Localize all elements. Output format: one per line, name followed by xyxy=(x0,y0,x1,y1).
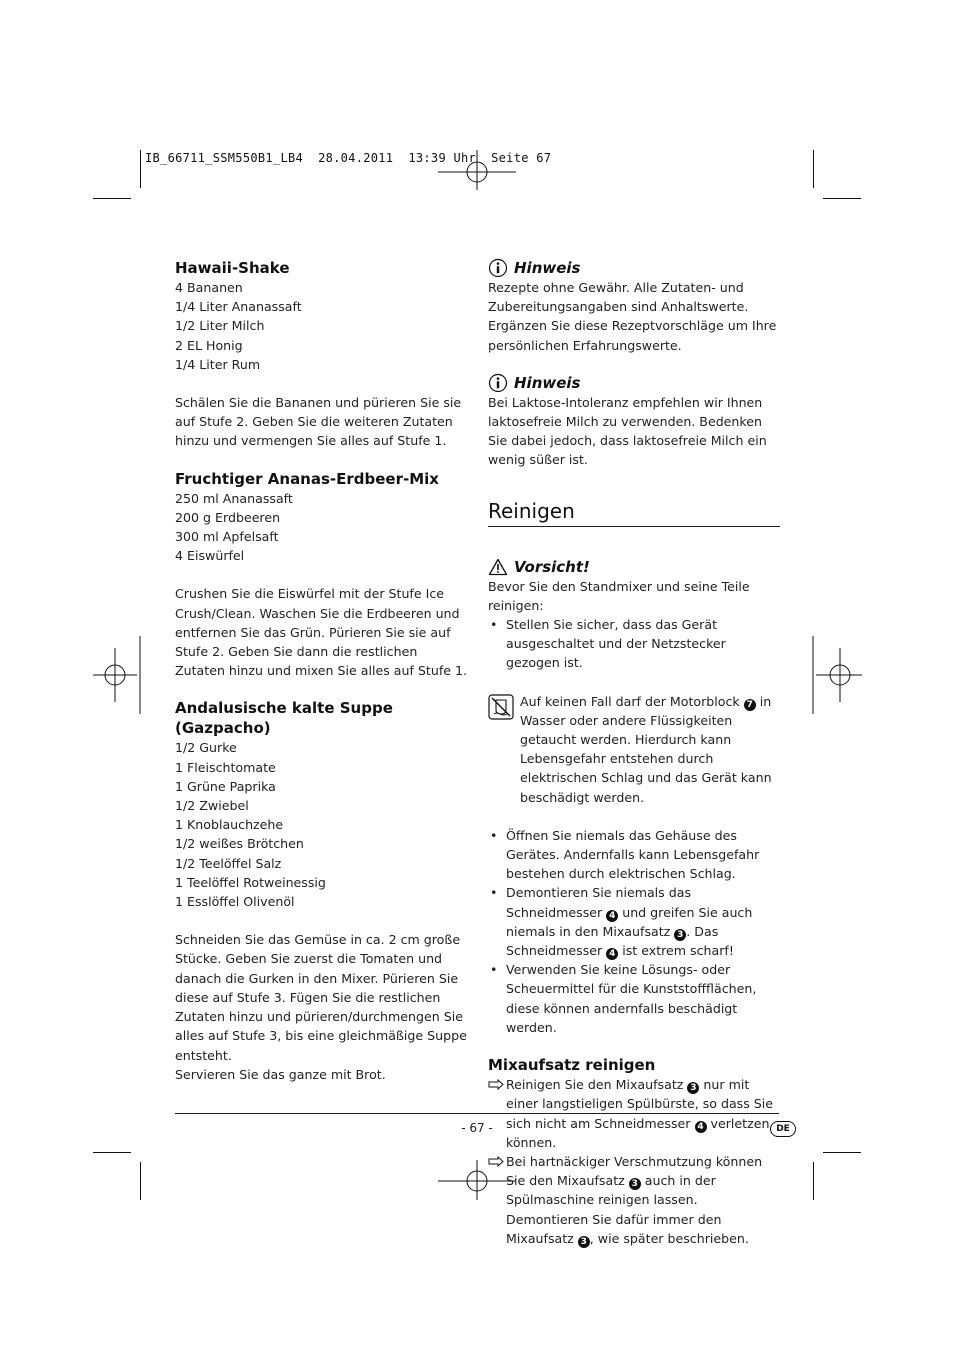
recipe-instructions: Schneiden Sie das Gemüse in ca. 2 cm große Stücke. Geben Sie zuerst die Tomaten und danach die Gurken in den Mixer. Pürieren Sie diese auf Stufe 3. Fügen Sie die restlichen Zutaten hinzu und pürieren/durchmengen Sie alles auf Stufe 3, bis eine gleichmäßige Suppe entsteht. xyxy=(175,932,467,1063)
registration-mark-icon xyxy=(93,636,143,716)
hint-text: Bei Laktose-Intoleranz empfehlen wir Ihnen laktosefreie Milch zu verwenden. Bedenken Sie dabei jedoch, dass laktosefreie Milch ein wenig süßer ist. xyxy=(488,394,767,468)
crop-mark xyxy=(823,1152,861,1153)
hint-heading xyxy=(488,373,780,393)
right-column xyxy=(488,258,780,1248)
subsection-title: Mixaufsatz reinigen xyxy=(488,1056,656,1075)
part-number-badge: 3 xyxy=(629,1178,641,1190)
ingredient: 1/4 Liter Rum xyxy=(175,356,261,372)
hint-title: Hinweis xyxy=(514,373,581,392)
text-part: , wie später beschrieben. xyxy=(589,1230,749,1246)
info-icon xyxy=(488,258,508,278)
list-item xyxy=(488,883,780,960)
crop-mark xyxy=(140,150,141,188)
ingredient: 4 Eiswürfel xyxy=(175,548,245,564)
text-part: und greifen Sie auch niemals in den Mixaufsatz xyxy=(506,904,753,939)
text-part: Reinigen Sie den Mixaufsatz xyxy=(506,1077,684,1093)
info-icon xyxy=(488,373,508,393)
crop-mark xyxy=(93,1152,131,1153)
no-water-warning xyxy=(488,692,780,807)
text-part: . Das Schneidmesser xyxy=(506,923,719,959)
crop-mark xyxy=(813,150,814,188)
part-number-badge: 4 xyxy=(606,948,618,960)
ingredient: 200 g Erdbeeren xyxy=(175,509,281,525)
part-number-badge: 3 xyxy=(578,1236,590,1248)
caution-list xyxy=(488,615,780,673)
text-part: verletzen können. xyxy=(506,1115,770,1150)
ingredient: 300 ml Apfelsaft xyxy=(175,529,279,545)
safety-list xyxy=(488,826,780,1037)
crop-mark xyxy=(140,1162,141,1200)
arrow-right-icon xyxy=(488,1156,504,1167)
ingredient: 1 Teelöffel Rotweinessig xyxy=(175,874,326,890)
ingredient: 1/2 Liter Milch xyxy=(175,318,265,334)
warning-text-part: Auf keinen Fall darf der Motorblock xyxy=(520,693,740,709)
caution-title: Vorsicht! xyxy=(514,557,590,576)
text-part: ist extrem scharf! xyxy=(622,943,734,959)
recipe-title: Hawaii-Shake xyxy=(175,259,290,277)
ingredient: 1 Fleischtomate xyxy=(175,759,276,775)
ingredient: 250 ml Ananassaft xyxy=(175,490,293,506)
ingredient: 1/4 Liter Ananassaft xyxy=(175,299,302,315)
recipe-title: Andalusische kalte Suppe (Gazpacho) xyxy=(175,699,393,738)
print-header: IB_66711_SSM550B1_LB4 28.04.2011 13:39 Uhr Seite 67 xyxy=(145,151,552,165)
ingredient: 2 EL Honig xyxy=(175,337,243,353)
text-part: Demontieren Sie niemals das Schneidmesser xyxy=(506,885,692,920)
part-number-badge: 3 xyxy=(687,1082,699,1094)
recipe-serve-note: Servieren Sie das ganze mit Brot. xyxy=(175,1066,386,1082)
caution-heading xyxy=(488,557,780,577)
no-immersion-icon xyxy=(488,694,514,720)
ingredient: 1/2 Zwiebel xyxy=(175,798,249,814)
ingredient: 1/2 Teelöffel Salz xyxy=(175,855,282,871)
registration-mark-icon xyxy=(438,150,518,200)
ingredient-list xyxy=(175,278,470,374)
list-item: • Verwenden Sie keine Lösungs- oder Scheuermittel für die Kunststoffflächen, diese können andernfalls beschädigt werden. xyxy=(488,960,780,1037)
ingredient-list xyxy=(175,738,470,911)
part-number-badge: 4 xyxy=(606,910,618,922)
text-part: nur mit einer langstieligen Spülbürste, so dass Sie sich nicht am Schneidmesser xyxy=(506,1077,774,1131)
cleaning-steps xyxy=(488,1075,780,1248)
hint-title: Hinweis xyxy=(514,259,581,277)
warning-icon xyxy=(488,558,508,576)
ingredient: 1 Esslöffel Olivenöl xyxy=(175,894,295,910)
recipe-instructions: Schälen Sie die Bananen und pürieren Sie sie auf Stufe 2. Geben Sie die weiteren Zutaten hinzu und vermengen Sie alles auf Stufe 1. xyxy=(175,395,462,449)
arrow-right-icon xyxy=(488,1079,504,1090)
text-part: Bei hartnäckiger Verschmutzung können Sie den Mixaufsatz xyxy=(506,1153,763,1189)
hint-heading xyxy=(488,258,780,278)
left-column xyxy=(175,258,470,1084)
recipe-instructions: Crushen Sie die Eiswürfel mit der Stufe Ice Crush/Clean. Waschen Sie die Erdbeeren und entfernen Sie das Grün. Pürieren Sie sie auf Stufe 2. Geben Sie dann die restlichen Zutaten hinzu und mixen Sie alles auf Stufe 1. xyxy=(175,586,468,679)
ingredient: 1/2 weißes Brötchen xyxy=(175,836,304,852)
ingredient: 4 Bananen xyxy=(175,280,243,295)
step-item xyxy=(488,1152,780,1248)
part-number-badge: 4 xyxy=(695,1121,707,1133)
crop-mark xyxy=(813,1162,814,1200)
section-title: Reinigen xyxy=(488,498,780,527)
warning-text-part: in Wasser oder andere Flüssigkeiten getaucht werden. Hierdurch kann Lebensgefahr entstehen durch elektrischen Schlag und das Gerät kann beschädigt werden. xyxy=(520,693,772,805)
caution-intro: Bevor Sie den Standmixer und seine Teile reinigen: xyxy=(488,578,750,613)
language-badge: DE xyxy=(770,1121,796,1137)
ingredient: 1 Grüne Paprika xyxy=(175,778,276,794)
list-item: • Öffnen Sie niemals das Gehäuse des Gerätes. Andernfalls kann Lebensgefahr bestehen durch elektrischen Schlag. xyxy=(488,826,780,884)
page-number: - 67 - xyxy=(461,1121,493,1135)
ingredient-list xyxy=(175,489,470,566)
part-number-badge: 7 xyxy=(744,699,756,711)
ingredient: 1 Knoblauchzehe xyxy=(175,817,284,833)
text-part: auch in der Spülmaschine reinigen lassen. Demontieren Sie dafür immer den Mixaufsatz xyxy=(506,1173,722,1246)
recipe-title: Fruchtiger Ananas-Erdbeer-Mix xyxy=(175,469,439,488)
list-item: • Stellen Sie sicher, dass das Gerät ausgeschaltet und der Netzstecker gezogen ist. xyxy=(488,615,780,673)
warning-text xyxy=(520,692,780,807)
registration-mark-icon xyxy=(810,636,862,716)
footer-rule xyxy=(175,1113,779,1114)
crop-mark xyxy=(93,198,131,199)
ingredient: 1/2 Gurke xyxy=(175,740,237,756)
crop-mark xyxy=(823,198,861,199)
hint-text: Rezepte ohne Gewähr. Alle Zutaten- und Zubereitungsangaben sind Anhaltswerte. Ergänzen Sie diese Rezeptvorschläge um Ihre persönlichen Erfahrungswerte. xyxy=(488,280,777,353)
part-number-badge: 3 xyxy=(674,929,686,941)
